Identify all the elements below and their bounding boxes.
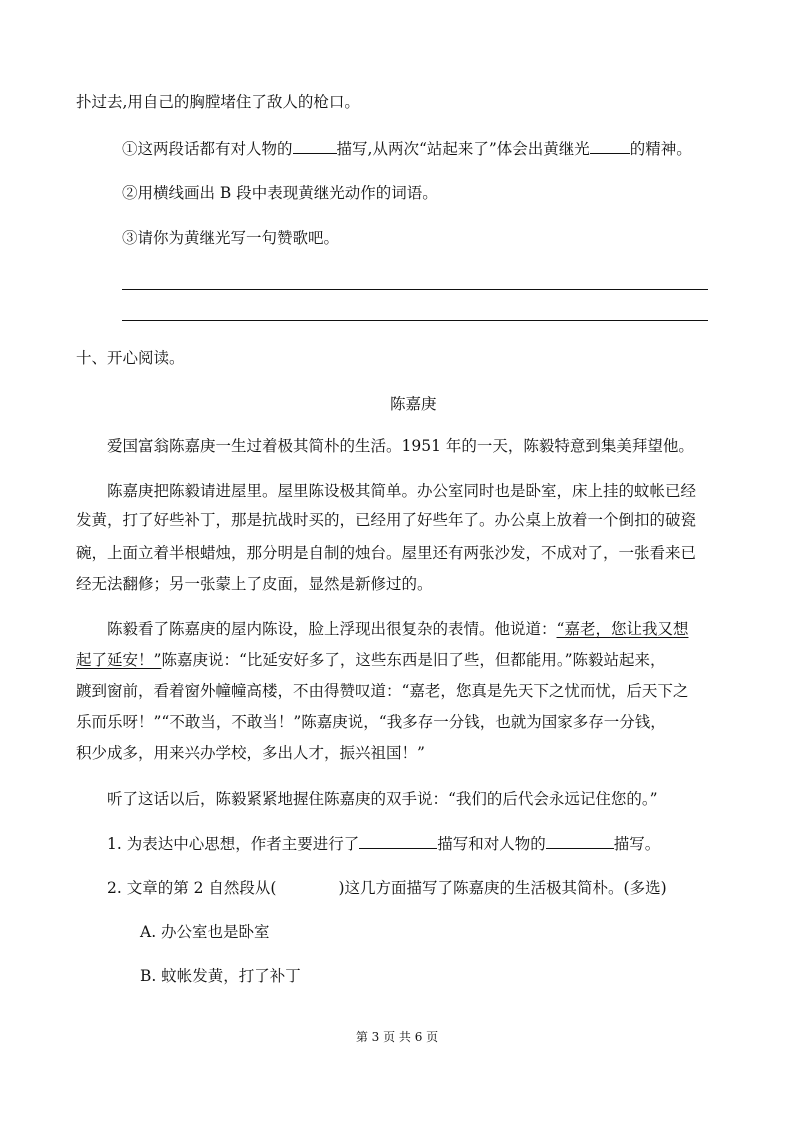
answer-blank[interactable] <box>546 833 614 849</box>
paragraph-2-line: 发黄，打了好些补丁，那是抗战时买的，已经用了好些年了。办公桌上放着一个倒扣的破瓷 <box>76 511 697 529</box>
paragraph-3-line <box>107 619 688 639</box>
answer-line[interactable] <box>122 320 708 321</box>
passage-title: 陈嘉庚 <box>390 395 437 413</box>
paragraph-3-line <box>76 650 666 670</box>
answer-line[interactable] <box>122 289 708 290</box>
question-text: 2. 文章的第 2 自然段从( <box>107 879 277 897</box>
paragraph-2-line: 陈嘉庚把陈毅请进屋里。屋里陈设极其简单。办公室同时也是卧室，床上挂的蚊帐已经 <box>107 482 697 500</box>
paragraph-3-line: 积少成多，用来兴办学校，多出人才，振兴祖国！” <box>76 744 425 762</box>
option-a: A. 办公室也是卧室 <box>140 923 270 941</box>
question-text: 描写。 <box>613 835 661 853</box>
answer-blank[interactable] <box>590 138 630 154</box>
paragraph-3-text: 陈毅看了陈嘉庚的屋内陈设，脸上浮现出很复杂的表情。他说道： <box>107 620 557 638</box>
paragraph-2-line: 经无法翻修；另一张蒙上了皮面，显然是新修过的。 <box>76 575 433 593</box>
question-1-part1: ①这两段话都有对人物的 <box>122 140 293 158</box>
question-1-part3: 的精神。 <box>629 140 692 158</box>
passage-tail: 扑过去,用自己的胸膛堵住了敌人的枪口。 <box>76 93 360 111</box>
underlined-quote: 起了延安！” <box>76 651 162 669</box>
paragraph-3-line: 踱到窗前，看着窗外幢幢高楼，不由得赞叹道：“嘉老，您真是先天下之忧而忧，后天下之 <box>76 682 689 700</box>
underlined-quote: “嘉老，您让我又想 <box>556 620 689 638</box>
question-1 <box>122 138 692 159</box>
paragraph-2-line: 碗，上面立着半根蜡烛，那分明是自制的烛台。屋里还有两张沙发，不成对了，一张看来已 <box>76 544 697 562</box>
section-title: 十、开心阅读。 <box>76 349 185 367</box>
question-2: ②用横线画出 B 段中表现黄继光动作的词语。 <box>122 184 438 202</box>
question-text: )这几方面描写了陈嘉庚的生活极其简朴。(多选) <box>338 879 667 897</box>
question-3: ③请你为黄继光写一句赞歌吧。 <box>122 229 340 247</box>
question-text: 描写和对人物的 <box>437 835 546 853</box>
answer-blank[interactable] <box>293 138 337 154</box>
paragraph-4: 听了这话以后，陈毅紧紧地握住陈嘉庚的双手说：“我们的后代会永远记住您的。” <box>107 790 658 808</box>
paragraph-3-text: 陈嘉庚说：“比延安好多了，这些东西是旧了些，但都能用。”陈毅站起来， <box>161 651 666 669</box>
question-2 <box>107 878 667 898</box>
question-1-part2: 描写,从两次“站起来了”体会出黄继光 <box>336 140 590 158</box>
question-1 <box>107 833 660 854</box>
paragraph-1: 爱国富翁陈嘉庚一生过着极其简朴的生活。1951 年的一天，陈毅特意到集美拜望他。 <box>107 437 694 455</box>
page-footer: 第 3 页 共 6 页 <box>355 1030 439 1044</box>
question-text: 1. 为表达中心思想，作者主要进行了 <box>107 835 360 853</box>
answer-blank[interactable] <box>359 833 437 849</box>
option-b: B. 蚊帐发黄，打了补丁 <box>140 967 301 985</box>
paragraph-3-line: 乐而乐呀！”“不敢当，不敢当！”陈嘉庚说，“我多存一分钱，也就为国家多存一分钱， <box>76 713 666 731</box>
